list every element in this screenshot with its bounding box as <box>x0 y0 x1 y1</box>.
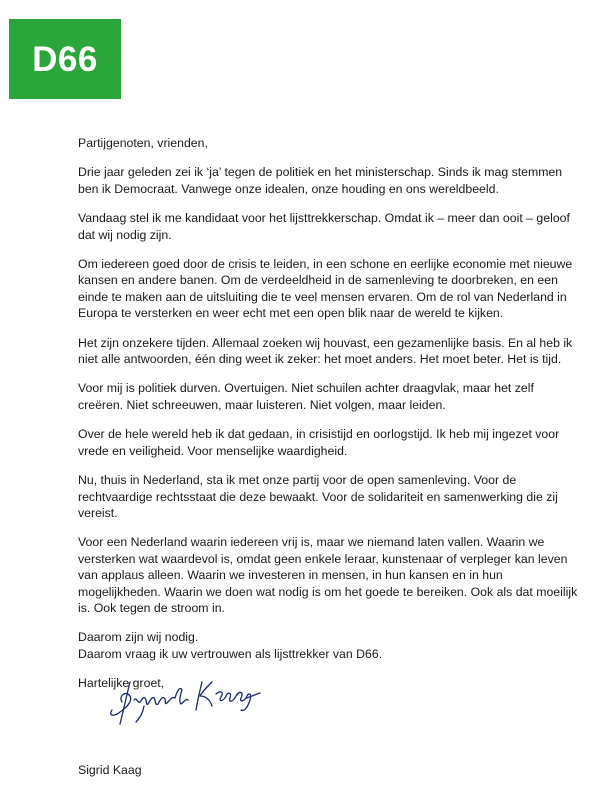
paragraph-4: Het zijn onzekere tijden. Allemaal zoeken wij houvast, een gezamenlijke basis. En al heb ik niet alle antwoorden, één ding weet ik zeker: het moet anders. Het moet beter. Het is tijd. <box>78 335 573 367</box>
closing-line-1: Daarom zijn wij nodig. <box>78 630 199 645</box>
paragraph-6: Over de hele wereld heb ik dat gedaan, in crisistijd en oorlogstijd. Ik heb mij ingezet voor vrede en veiligheid. Voor menselijke waardigheid. <box>78 427 560 458</box>
paragraph-5: Voor mij is politiek durven. Overtuigen. Niet schuilen achter draagvlak, maar het zelf creëren. Niet schreeuwen, maar luisteren. Niet volgen, maar leiden. <box>78 381 534 412</box>
closing-block <box>78 629 578 662</box>
logo-text: D66 <box>32 39 98 79</box>
paragraph-3: Om iedereen goed door de crisis te leiden, in een schone en eerlijke economie met nieuwe kansen en andere banen. Om de verdeeldheid in de samenleving te doorbreken, en een einde te maken aan de uitsluiting die te veel mensen ervaren. Om de rol van Nederland in Europa te versterken en weer echt met een open blik naar de wereld te kijken. <box>78 257 573 321</box>
handwritten-signature <box>100 660 280 730</box>
paragraph-1: Drie jaar geleden zei ik ‘ja’ tegen de politiek en het ministerschap. Sinds ik mag stemmen ben ik Democraat. Vanwege onze idealen, onze houding en ons wereldbeeld. <box>78 165 563 196</box>
paragraph-7: Nu, thuis in Nederland, sta ik met onze partij voor de open samenleving. Voor de rechtvaardige rechtsstaat die deze bewaakt. Voor de solidariteit en samenwerking die zij vereist. <box>78 473 558 520</box>
salutation: Partijgenoten, vrienden, <box>78 136 208 150</box>
letter-body <box>78 135 578 705</box>
signer-name: Sigrid Kaag <box>78 763 142 777</box>
d66-logo <box>9 19 121 99</box>
closing-line-2: Daarom vraag ik uw vertrouwen als lijsttrekker van D66. <box>78 646 383 661</box>
greeting: Hartelijke groet, <box>78 676 165 691</box>
paragraph-8: Voor een Nederland waarin iedereen vrij is, maar we niemand laten vallen. Waarin we versterken wat waardevol is, omdat geen enkele leraar, kunstenaar of verpleger kan leven van applaus alleen. Waarin we investeren in mensen, in hun kansen en in hun mogelijkheden. Waarin we doen wat nodig is om het goede te bereiken. Ook als dat moeilijk is. Ook tegen de stroom in. <box>78 535 578 615</box>
paragraph-2: Vandaag stel ik me kandidaat voor het lijsttrekkerschap. Omdat ik – meer dan ooit – geloof dat wij nodig zijn. <box>78 211 570 242</box>
